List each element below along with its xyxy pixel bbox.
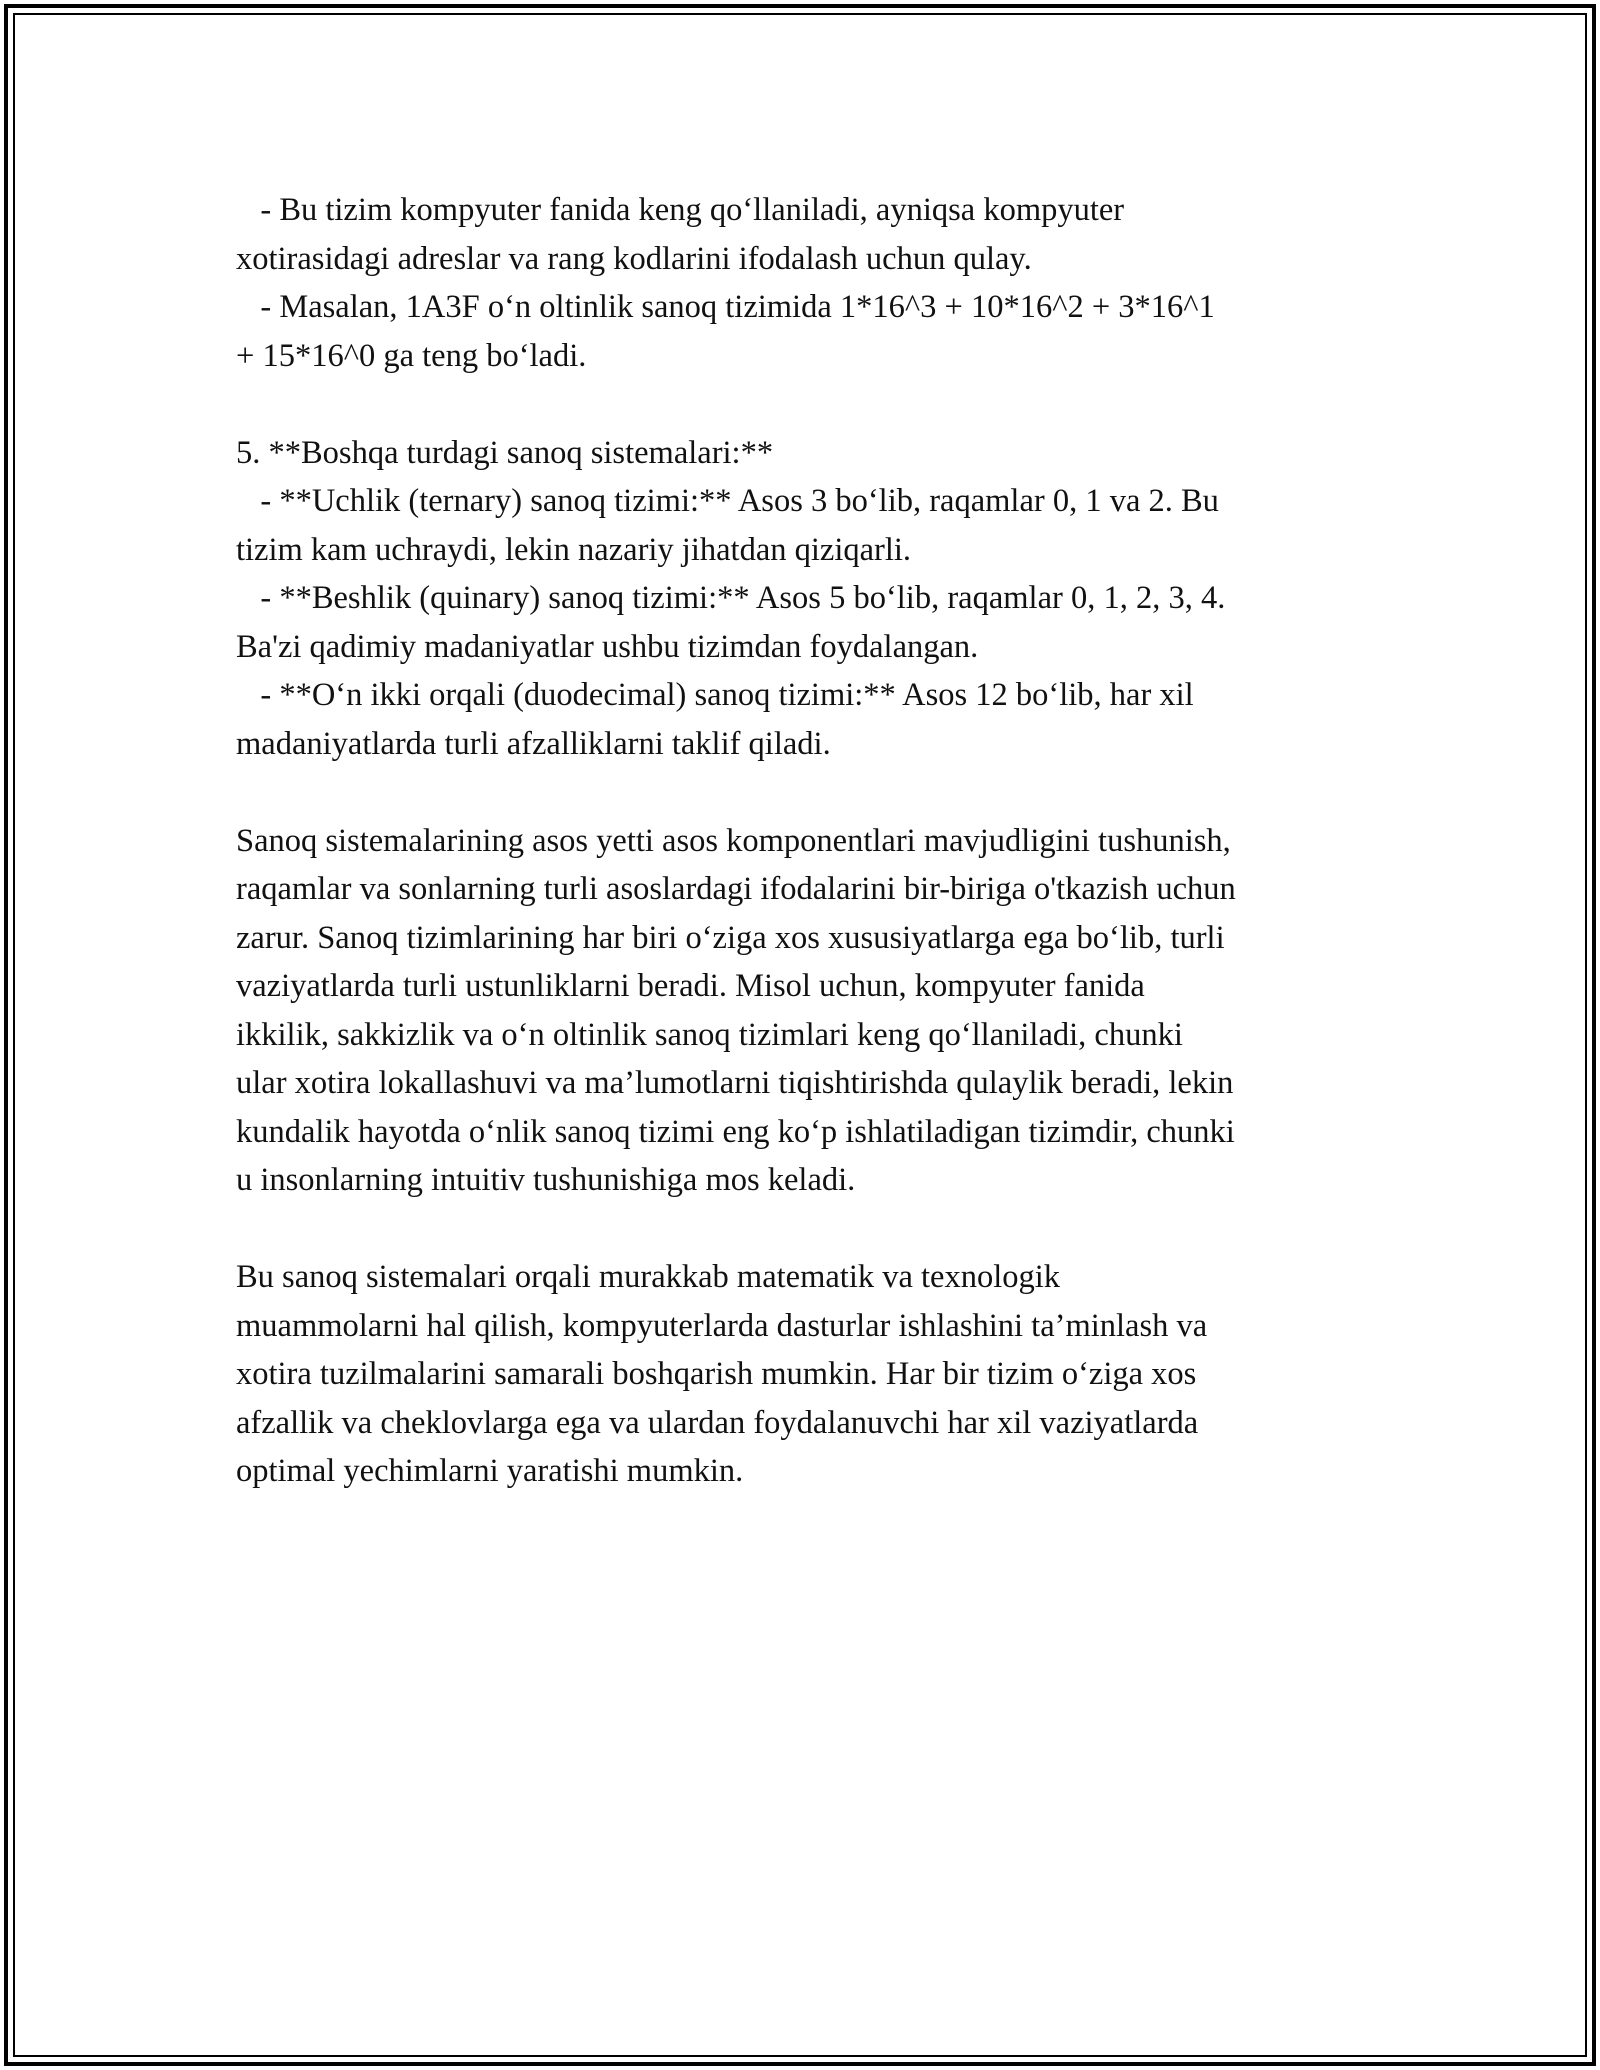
- paragraph-hexadecimal-notes: [236, 186, 1376, 380]
- text-line: vaziyatlarda turli ustunliklarni beradi. Misol uchun, kompyuter fanida: [236, 968, 1145, 1004]
- paragraph-gap: [236, 768, 1376, 817]
- text-line: - **Uchlik (ternary) sanoq tizimi:** Asos 3 bo‘lib, raqamlar 0, 1 va 2. Bu: [236, 483, 1219, 519]
- text-line: - **Beshlik (quinary) sanoq tizimi:** Asos 5 bo‘lib, raqamlar 0, 1, 2, 3, 4.: [236, 580, 1226, 616]
- text-line: Ba'zi qadimiy madaniyatlar ushbu tizimdan foydalangan.: [236, 628, 979, 665]
- text-line: madaniyatlarda turli afzalliklarni taklif qiladi.: [236, 725, 831, 762]
- paragraph-gap: [236, 380, 1376, 429]
- text-line: zarur. Sanoq tizimlarining har biri o‘ziga xos xususiyatlarga ega bo‘lib, turli: [236, 919, 1225, 956]
- text-line: Sanoq sistemalarining asos yetti asos komponentlari mavjudligini tushunish,: [236, 822, 1231, 859]
- text-line: - **O‘n ikki orqali (duodecimal) sanoq tizimi:** Asos 12 bo‘lib, har xil: [236, 677, 1194, 713]
- text-line: ikkilik, sakkizlik va o‘n oltinlik sanoq tizimlari keng qo‘llaniladi, chunki: [236, 1016, 1183, 1053]
- text-line: optimal yechimlarni yaratishi mumkin.: [236, 1453, 744, 1489]
- text-line: xotirasidagi adreslar va rang kodlarini ifodalash uchun qulay.: [236, 240, 1032, 277]
- text-line: raqamlar va sonlarning turli asoslardagi ifodalarini bir-biriga o'tkazish uchun: [236, 871, 1236, 907]
- text-line: + 15*16^0 ga teng bo‘ladi.: [236, 337, 587, 374]
- text-line: Bu sanoq sistemalari orqali murakkab matematik va texnologik: [236, 1259, 1061, 1295]
- text-line: - Masalan, 1A3F o‘n oltinlik sanoq tizimida 1*16^3 + 10*16^2 + 3*16^1: [236, 289, 1215, 325]
- document-body: [236, 186, 1376, 1496]
- text-line: xotira tuzilmalarini samarali boshqarish mumkin. Har bir tizim o‘ziga xos: [236, 1356, 1197, 1392]
- paragraph-gap: [236, 1205, 1376, 1254]
- text-line: tizim kam uchraydi, lekin nazariy jihatdan qiziqarli.: [236, 531, 912, 568]
- paragraph-other-numeral-systems: [236, 429, 1376, 769]
- text-line: - Bu tizim kompyuter fanida keng qo‘llaniladi, ayniqsa kompyuter: [236, 192, 1125, 228]
- paragraph-summary: [236, 817, 1376, 1205]
- text-line: muammolarni hal qilish, kompyuterlarda dasturlar ishlashini ta’minlash va: [236, 1307, 1208, 1344]
- text-line: kundalik hayotda o‘nlik sanoq tizimi eng ko‘p ishlatiladigan tizimdir, chunki: [236, 1113, 1235, 1150]
- text-line: u insonlarning intuitiv tushunishiga mos keladi.: [236, 1162, 856, 1198]
- text-line: 5. **Boshqa turdagi sanoq sistemalari:**: [236, 434, 774, 471]
- text-line: afzallik va cheklovlarga ega va ulardan foydalanuvchi har xil vaziyatlarda: [236, 1404, 1199, 1441]
- paragraph-conclusion: [236, 1253, 1376, 1496]
- text-line: ular xotira lokallashuvi va ma’lumotlarni tiqishtirishda qulaylik beradi, lekin: [236, 1065, 1234, 1101]
